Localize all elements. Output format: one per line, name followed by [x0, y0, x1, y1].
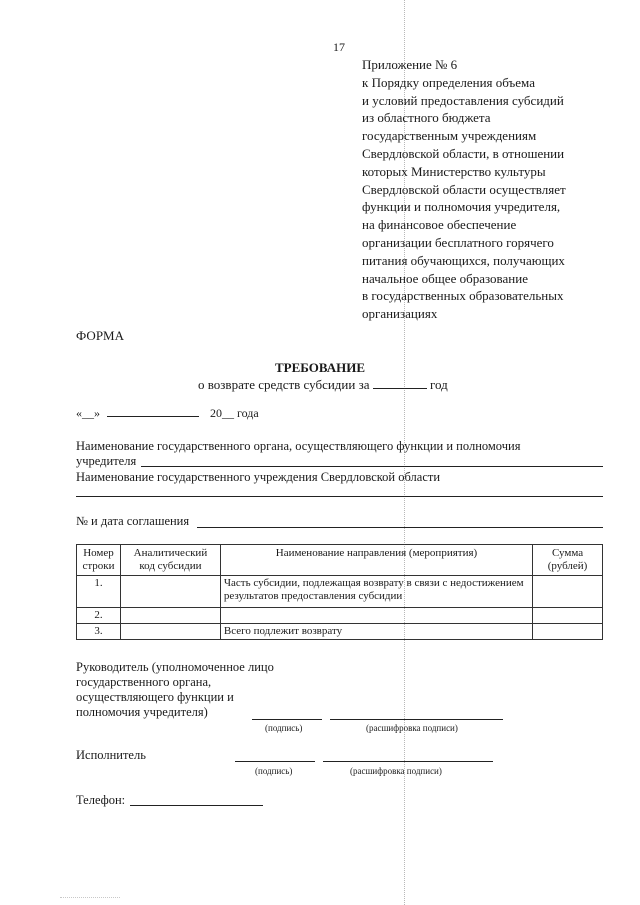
row-code[interactable] — [120, 576, 220, 608]
appendix-line: из областного бюджета — [362, 110, 491, 126]
row-name: Всего подлежит возврату — [220, 624, 532, 640]
date-open-quote: « — [76, 406, 82, 420]
executor-decoding-field[interactable] — [323, 761, 493, 762]
document-subtitle — [198, 377, 448, 393]
row-sum[interactable] — [533, 608, 603, 624]
appendix-line: в государственных образовательных — [362, 288, 564, 304]
executor-label: Исполнитель — [76, 748, 146, 762]
executor-signature-field[interactable] — [235, 761, 315, 762]
appendix-line: и условий предоставления субсидий — [362, 92, 564, 108]
appendix-header — [362, 56, 566, 323]
table-header-row — [77, 545, 603, 576]
executor-decoding-caption: (расшифровка подписи) — [350, 766, 442, 776]
appendix-line: организации бесплатного горячего — [362, 234, 554, 250]
gov-body-label-cont: учредителя — [76, 454, 137, 468]
date-year-prefix: 20 — [210, 406, 222, 420]
appendix-line: питания обучающихся, получающих — [362, 252, 565, 268]
head-signature-caption: (подпись) — [265, 723, 303, 733]
page-number: 17 — [333, 40, 345, 54]
appendix-line: организациях — [362, 306, 438, 322]
header-direction-name: Наименование направления (мероприятия) — [220, 545, 532, 576]
row-number: 2. — [77, 608, 121, 624]
row-sum[interactable] — [533, 624, 603, 640]
appendix-line: Приложение № 6 — [362, 57, 458, 72]
header-analytic-code: Аналитический код субсидии — [120, 545, 220, 576]
appendix-line: которых Министерство культуры — [362, 163, 546, 179]
table-row — [77, 576, 603, 608]
head-decoding-field[interactable] — [330, 719, 503, 720]
subtitle-suffix: год — [429, 377, 448, 392]
head-signature-label: Руководитель (уполномоченное лицо государственного органа, осуществляющего функции и полномочия учредителя) — [76, 660, 274, 719]
head-signature-field[interactable] — [252, 719, 322, 720]
appendix-line: к Порядку определения объема — [362, 74, 535, 90]
appendix-line: начальное общее образование — [362, 270, 528, 286]
appendix-line: функции и полномочия учредителя, — [362, 199, 561, 215]
scan-artifact-bottom — [60, 897, 120, 898]
form-label: ФОРМА — [76, 328, 124, 343]
subtitle-prefix: о возврате средств субсидии за — [198, 377, 370, 392]
date-day-blank[interactable]: __ — [82, 406, 94, 420]
header-amount: Сумма (рублей) — [533, 545, 603, 576]
year-blank-field[interactable] — [373, 378, 427, 389]
row-name[interactable] — [220, 608, 532, 624]
phone-field[interactable] — [130, 805, 263, 806]
executor-signature-caption: (подпись) — [255, 766, 293, 776]
document-date — [76, 406, 259, 421]
appendix-line: Свердловской области, в отношении — [362, 145, 565, 161]
date-year-blank[interactable]: __ — [222, 406, 234, 420]
row-number: 3. — [77, 624, 121, 640]
table-row — [77, 624, 603, 640]
row-code[interactable] — [120, 624, 220, 640]
head-decoding-caption: (расшифровка подписи) — [366, 723, 458, 733]
appendix-line: государственным учреждениям — [362, 128, 537, 144]
institution-label: Наименование государственного учреждения Свердловской области — [76, 470, 441, 484]
date-close-quote: » — [94, 406, 100, 420]
date-suffix: года — [237, 406, 259, 420]
table-row — [77, 608, 603, 624]
refund-table — [76, 544, 603, 640]
agreement-field[interactable] — [197, 527, 603, 528]
institution-field[interactable] — [76, 496, 603, 497]
date-month-field[interactable] — [107, 406, 199, 417]
appendix-line: Свердловской области осуществляет — [362, 181, 566, 197]
row-sum[interactable] — [533, 576, 603, 608]
agreement-label: № и дата соглашения — [76, 514, 190, 528]
gov-body-field[interactable] — [141, 466, 603, 467]
row-code[interactable] — [120, 608, 220, 624]
gov-body-label: Наименование государственного органа, осуществляющего функции и полномочия — [76, 439, 521, 453]
row-number: 1. — [77, 576, 121, 608]
row-name: Часть субсидии, подлежащая возврату в связи с недостижением результатов предоставления субсидии — [220, 576, 532, 608]
header-row-number: Номер строки — [77, 545, 121, 576]
appendix-line: на финансовое обеспечение — [362, 217, 517, 233]
phone-label: Телефон: — [76, 793, 126, 807]
document-title: ТРЕБОВАНИЕ — [274, 360, 366, 375]
